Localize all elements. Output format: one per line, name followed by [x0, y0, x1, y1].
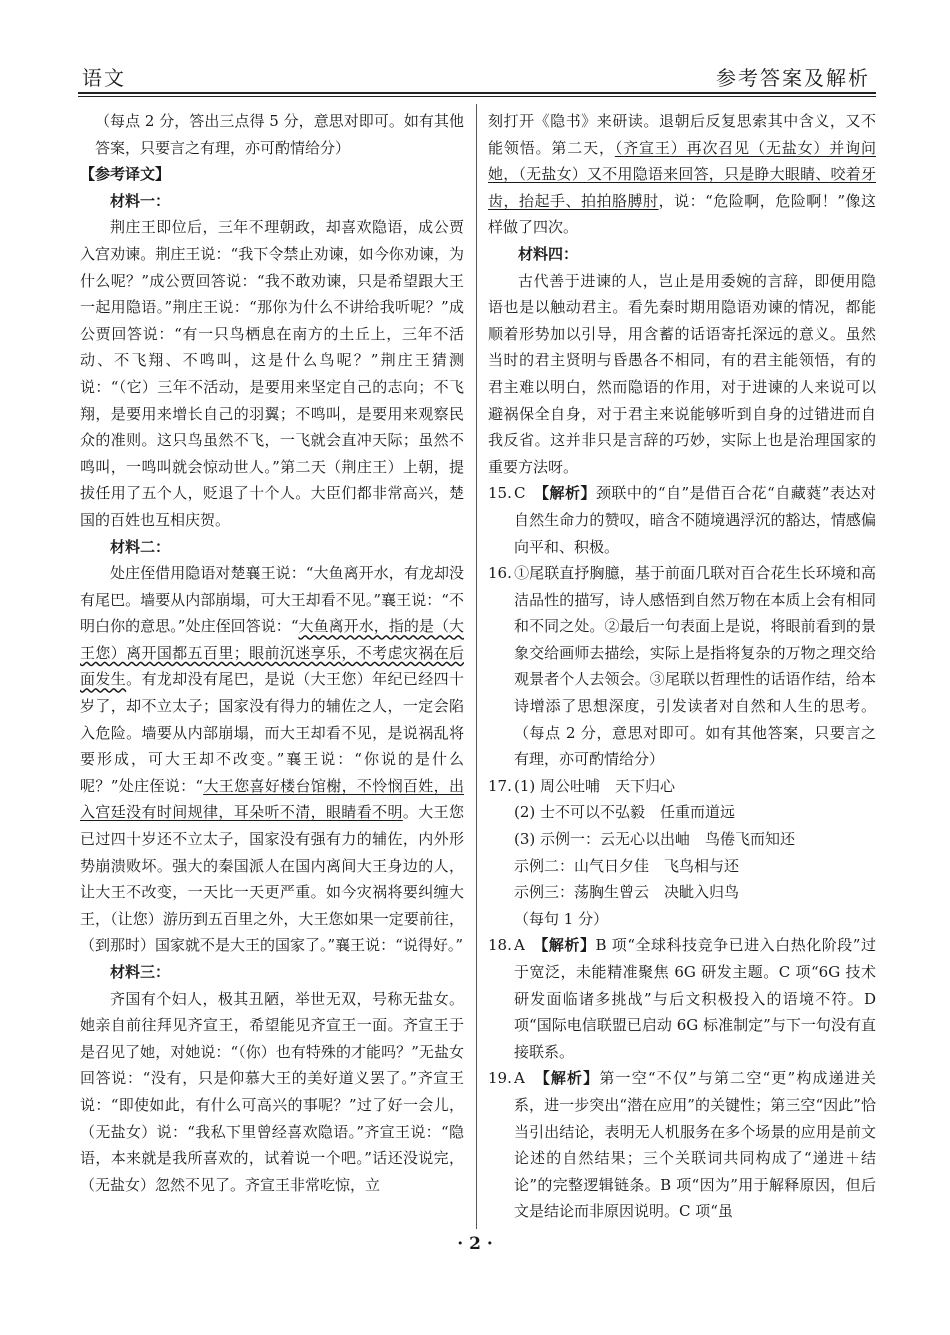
material-2-part-a: 处庄侄借用隐语对楚襄王说：“大鱼离开水，有龙却没有尾巴。墙要从内部崩塌，可大王却看不见。”襄王说：“不明白你的意思。”处庄侄回答说：“ — [80, 564, 464, 636]
left-column — [80, 108, 464, 1198]
question-18-number: 18. — [488, 936, 512, 955]
question-19-answer: A — [514, 1069, 525, 1088]
material-4-text: 古代善于进谏的人，岂止是用委婉的言辞，即便用隐语也是以触动君主。看先秦时期用隐语劝谏的情况，都能顺着形势加以引导，用含蓄的话语寄托深远的意义。虽然当时的君主贤明与昏愚各不相同，有的君主能领悟，有的君主难以明白，然而隐语的作用，对于进谏的人来说可以避祸保全自身，对于君主来说能够听到自身的过错进而自我反省。这并非只是言辞的巧妙，实际上也是治理国家的重要方法呀。 — [488, 271, 876, 476]
question-17-number: 17. — [488, 776, 512, 795]
question-19-tag: 【解析】 — [542, 1069, 600, 1088]
material-3-continued — [488, 108, 876, 241]
material-2-underline: 大王您喜好楼台馆榭，不怜悯百姓，出入宫廷没有时间规律，耳朵听不清，眼睛看不明 — [80, 776, 464, 822]
material-3-underline: （齐宣王）再次召见（无盐女）并询问她，（无盐女）又不用隐语来回答，只是睁大眼睛、咬着牙齿，抬起手、拍拍胳膊肘 — [488, 138, 876, 210]
material-3-cont-b: ，说：“危险啊，危险啊！”像这样做了四次。 — [488, 191, 876, 237]
question-19-text: 第一空“不仅”与第二空“更”构成递进关系，进一步突出“潜在应用”的关键性；第三空“因此”恰当引出结论，表明无人机服务在多个场景的应用是前文论述的自然结果；三个关联词共同构成了“递进＋结论”的完整逻辑链条。B 项“因为”用于解释原因，但后文是结论而非原因说明。C 项“虽 — [514, 1069, 876, 1221]
question-15 — [488, 480, 876, 560]
column-divider — [476, 104, 477, 1229]
translation-heading: 【参考译文】 — [80, 165, 171, 184]
question-17 — [488, 773, 876, 800]
question-19 — [488, 1065, 876, 1225]
question-17-line-3: (3) 示例一：云无心以出岫 鸟倦飞而知还 — [514, 830, 796, 849]
question-17-line-1: (1) 周公吐哺 天下归心 — [514, 776, 676, 795]
question-18-answer: A — [514, 936, 525, 955]
material-2-text — [80, 560, 464, 959]
material-3-title: 材料三： — [110, 963, 171, 981]
question-15-text: 颈联中的“自”是借百合花“自藏蕤”表达对自然生命力的赞叹，暗含不随境遇浮沉的豁达，情感偏向平和、积极。 — [514, 484, 876, 556]
header-rule-thick — [78, 92, 876, 94]
question-15-number: 15. — [488, 484, 512, 503]
question-17-line-5: 示例三：荡胸生曾云 决眦入归鸟 — [514, 883, 740, 902]
scoring-note: （每点 2 分，答出三点得 5 分，意思对即可。如有其他答案，只要言之有理，亦可酌情给分） — [95, 112, 464, 157]
question-17-line-6: （每句 1 分） — [514, 909, 609, 928]
right-column — [488, 108, 876, 1225]
question-18-tag: 【解析】 — [540, 936, 596, 955]
material-3-text: 齐国有个妇人，极其丑陋，举世无双，号称无盐女。她亲自前往拜见齐宣王，希望能见齐宣王一面。齐宣王于是召见了她，对她说：“（你）也有特殊的才能吗？”无盐女回答说：“没有，只是仰慕大王的美好道义罢了。”齐宣王说：“即使如此，有什么可高兴的事呢？”过了好一会儿，（无盐女）说：“我私下里曾经喜欢隐语。”齐宣王说：“隐语，本来就是我所喜欢的，试着说一个吧。”话还没说完，（无盐女）忽然不见了。齐宣王非常吃惊，立 — [80, 989, 464, 1194]
question-18 — [488, 932, 876, 1065]
question-19-number: 19. — [488, 1069, 512, 1088]
page-number: · 2 · — [457, 1234, 493, 1254]
question-15-tag: 【解析】 — [541, 484, 596, 503]
question-16-number: 16. — [488, 564, 512, 583]
page-header — [78, 58, 876, 92]
material-2-wavy-underline: 大鱼离开水，指的是（大王您）离开国都五百里；眼前沉迷享乐，不考虑灾祸在后面发生 — [80, 617, 464, 689]
material-2-part-c: 。大王您已过四十岁还不立太子，国家没有强有力的辅佐，内外形势崩溃败坏。强大的秦国派人在国内离间大王身边的人，让大王不改变，一天比一天更严重。如今灾祸将要纠缠大王，（让您）游历到五百里之外，大王您如果一定要前往，（到那时）国家就不是大王的国家了。”襄王说：“说得好。” — [80, 803, 464, 955]
material-1-text: 荆庄王即位后，三年不理朝政，却喜欢隐语，成公贾入宫劝谏。荆庄王说：“我下令禁止劝谏，如今你劝谏，为什么呢？”成公贾回答说：“我不敢劝谏，只是希望跟大王一起用隐语。”荆庄王说：“那你为什么不讲给我听呢？”成公贾回答说：“有一只鸟栖息在南方的土丘上，三年不活动、不飞翔、不鸣叫，这是什么鸟呢？”荆庄王猜测说：“（它）三年不活动，是要用来坚定自己的志向；不飞翔，是要用来增长自己的羽翼；不鸣叫，是要用来观察民众的准则。这只鸟虽然不飞，一飞就会直冲天际；虽然不鸣叫，一鸣叫就会惊动世人。”第二天（荆庄王）上朝，提拔任用了五个人，贬退了十个人。大臣们都非常高兴，楚国的百姓也互相庆贺。 — [80, 218, 464, 529]
material-2-title: 材料二： — [110, 537, 171, 556]
material-2-part-b: 。有龙却没有尾巴，是说（大王您）年纪已经四十岁了，却不立太子；国家没有得力的辅佐之人，一定会陷入危险。墙要从内部崩塌，而大王却看不见，是说祸乱将要形成，可大王却不改变。”襄王说：“你说的是什么呢？”处庄侄说：“ — [80, 670, 464, 795]
subject-label: 语文 — [82, 66, 126, 90]
question-18-text: B 项“全球科技竞争已进入白热化阶段”过于宽泛，未能精准聚焦 6G 研发主题。C 项“6G 技术研发面临诸多挑战”与后文积极投入的语境不符。D 项“国际电信联盟已启动 6G 标准制定”与下一句没有直接联系。 — [514, 936, 876, 1061]
question-16-text: ①尾联直抒胸臆，基于前面几联对百合花生长环境和高洁品性的描写，诗人感悟到自然万物在本质上会有相同和不同之处。②最后一句表面上是说，将眼前看到的景象交给画师去描绘，实际上是指将复杂的万物之理交给观景者个人去领会。③尾联以哲理性的话语作结，给本诗增添了思想深度，引发读者对自然和人生的思考。（每点 2 分，意思对即可。如有其他答案，只要言之有理，亦可酌情给分） — [514, 564, 876, 769]
section-label: 参考答案及解析 — [716, 66, 870, 90]
question-17-line-4: 示例二：山气日夕佳 飞鸟相与还 — [514, 856, 740, 875]
question-15-answer: C — [514, 484, 526, 503]
question-16 — [488, 560, 876, 773]
material-3-cont-a: 刻打开《隐书》来研读。退朝后反复思索其中含义，又不能领悟。第二天， — [488, 112, 876, 157]
material-1-title: 材料一： — [110, 191, 171, 210]
question-17-line-2: (2) 士不可以不弘毅 任重而道远 — [514, 803, 736, 822]
material-4-title: 材料四： — [518, 244, 579, 263]
header-rule-thin — [78, 96, 876, 97]
